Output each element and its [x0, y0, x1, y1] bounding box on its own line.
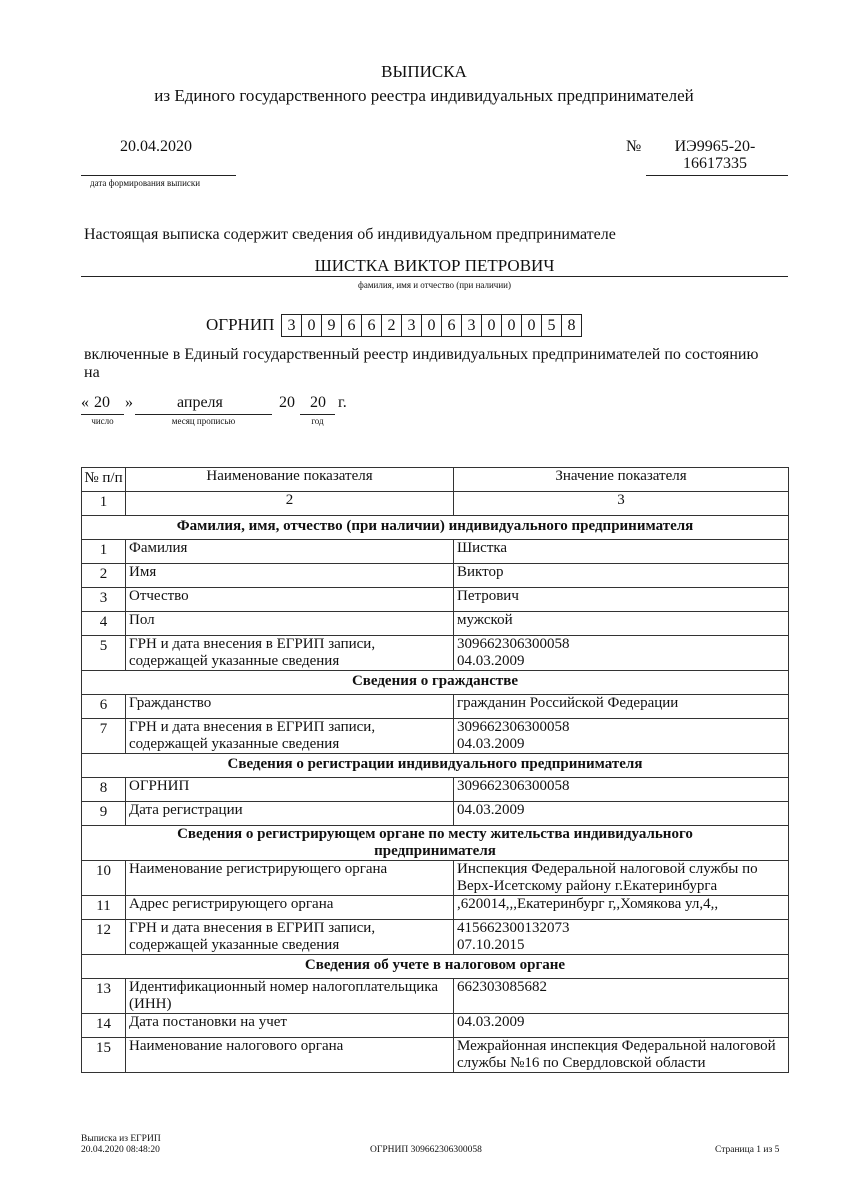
table-row	[82, 540, 789, 564]
footer-ogrnip: ОГРНИП 309662306300058	[370, 1145, 482, 1155]
as-of-month: апреля	[177, 394, 223, 411]
row-name: Наименование налогового органа	[126, 1038, 454, 1073]
extract-number	[660, 138, 770, 172]
section-heading: Фамилия, имя, отчество (при наличии) индивидуального предпринимателя	[82, 516, 789, 540]
section-heading: Сведения о гражданстве	[82, 671, 789, 695]
ogrnip-digit: 3	[461, 314, 482, 337]
entrepreneur-name: ШИСТКА ВИКТОР ПЕТРОВИЧ	[314, 256, 555, 275]
grn-number: 309662306300058	[457, 719, 570, 735]
ogrnip-digit-boxes	[282, 314, 582, 337]
table-row	[82, 802, 789, 826]
ogrnip-digit: 0	[481, 314, 502, 337]
row-name: Фамилия	[126, 540, 454, 564]
row-number: 6	[82, 695, 126, 719]
year-underline	[300, 414, 335, 415]
row-number: 1	[82, 540, 126, 564]
ogrnip-digit: 2	[381, 314, 402, 337]
ogrnip-digit: 0	[301, 314, 322, 337]
register-table	[81, 467, 789, 1073]
ogrnip-digit: 5	[541, 314, 562, 337]
ogrnip-digit: 6	[361, 314, 382, 337]
row-name: Отчество	[126, 588, 454, 612]
row-value: гражданин Российской Федерации	[454, 695, 789, 719]
row-number: 5	[82, 636, 126, 671]
month-caption: месяц прописью	[171, 416, 236, 426]
row-value: Инспекция Федеральной налоговой службы по Верх-Исетскому району г.Екатеринбурга	[454, 861, 789, 896]
row-name: ОГРНИП	[126, 778, 454, 802]
grn-number: 415662300132073	[457, 920, 570, 936]
date-caption: дата формирования выписки	[90, 178, 201, 188]
included-text: включенные в Единый государственный реестр индивидуальных предпринимателей по состоянию на	[84, 346, 759, 381]
table-row	[82, 1038, 789, 1073]
ogrnip-digit: 3	[281, 314, 302, 337]
day-underline	[81, 414, 124, 415]
ogrnip-digit: 6	[441, 314, 462, 337]
table-row	[82, 695, 789, 719]
row-value: Виктор	[454, 564, 789, 588]
column-number: 2	[126, 492, 454, 516]
row-name: Гражданство	[126, 695, 454, 719]
row-number: 7	[82, 719, 126, 754]
section-heading: Сведения о регистрирующем органе по месту жительства индивидуального предпринимателя	[82, 826, 789, 861]
ogrnip-digit: 3	[401, 314, 422, 337]
table-row	[82, 636, 789, 671]
column-number: 3	[454, 492, 789, 516]
ogrnip-digit: 6	[341, 314, 362, 337]
footer-doc-name: Выписка из ЕГРИП	[81, 1134, 161, 1144]
row-name: Идентификационный номер налогоплательщика (ИНН)	[126, 979, 454, 1014]
row-number: 9	[82, 802, 126, 826]
as-of-century: 20	[279, 394, 295, 411]
row-name: Адрес регистрирующего органа	[126, 896, 454, 920]
row-name: Имя	[126, 564, 454, 588]
row-value: Шистка	[454, 540, 789, 564]
column-number-row	[82, 492, 789, 516]
ogrnip-digit: 9	[321, 314, 342, 337]
number-underline	[646, 175, 788, 176]
row-value	[454, 920, 789, 955]
row-name: Дата регистрации	[126, 802, 454, 826]
as-of-day: 20	[94, 394, 110, 411]
day-caption: число	[91, 416, 114, 426]
row-number: 4	[82, 612, 126, 636]
ogrnip-digit: 0	[521, 314, 542, 337]
row-number: 2	[82, 564, 126, 588]
row-value: Межрайонная инспекция Федеральной налоговой службы №16 по Свердловской области	[454, 1038, 789, 1073]
table-row	[82, 979, 789, 1014]
row-name: ГРН и дата внесения в ЕГРИП записи, содержащей указанные сведения	[126, 719, 454, 754]
grn-date: 07.10.2015	[457, 937, 525, 953]
footer-left	[81, 1134, 161, 1156]
ogrnip-digit: 0	[501, 314, 522, 337]
row-number: 3	[82, 588, 126, 612]
table-row	[82, 896, 789, 920]
column-number: 1	[82, 492, 126, 516]
year-suffix: г.	[338, 394, 347, 411]
header-indicator-name: Наименование показателя	[126, 468, 454, 492]
row-name: ГРН и дата внесения в ЕГРИП записи, содержащей указанные сведения	[126, 920, 454, 955]
table-row	[82, 920, 789, 955]
intro-text: Настоящая выписка содержит сведения об индивидуальном предпринимателе	[84, 226, 616, 243]
table-row	[82, 612, 789, 636]
row-value: мужской	[454, 612, 789, 636]
row-value: Петрович	[454, 588, 789, 612]
table-header-row	[82, 468, 789, 492]
row-value: 04.03.2009	[454, 802, 789, 826]
row-number: 12	[82, 920, 126, 955]
as-of-year: 20	[310, 394, 326, 411]
name-underline	[81, 276, 788, 277]
grn-date: 04.03.2009	[457, 653, 525, 669]
section-heading: Сведения об учете в налоговом органе	[82, 955, 789, 979]
number-sign: №	[626, 138, 642, 155]
row-name: Пол	[126, 612, 454, 636]
row-number: 11	[82, 896, 126, 920]
as-of-date	[81, 394, 381, 434]
extract-number-line2: 16617335	[683, 155, 747, 172]
header-indicator-value: Значение показателя	[454, 468, 789, 492]
section-heading: Сведения о регистрации индивидуального предпринимателя	[82, 754, 789, 778]
ogrnip-digit: 0	[421, 314, 442, 337]
row-number: 8	[82, 778, 126, 802]
ogrnip-label: ОГРНИП	[206, 315, 275, 334]
close-quote: »	[125, 394, 133, 411]
row-name: ГРН и дата внесения в ЕГРИП записи, содержащей указанные сведения	[126, 636, 454, 671]
table-row	[82, 778, 789, 802]
row-value: 662303085682	[454, 979, 789, 1014]
document-subtitle: из Единого государственного реестра индивидуальных предпринимателей	[154, 86, 694, 105]
table-row	[82, 719, 789, 754]
row-name: Дата постановки на учет	[126, 1014, 454, 1038]
row-number: 14	[82, 1014, 126, 1038]
footer-timestamp: 20.04.2020 08:48:20	[81, 1145, 160, 1155]
row-number: 10	[82, 861, 126, 896]
ogrnip-digit: 8	[561, 314, 582, 337]
row-value: 309662306300058	[454, 778, 789, 802]
table-row	[82, 564, 789, 588]
row-number: 15	[82, 1038, 126, 1073]
name-caption: фамилия, имя и отчество (при наличии)	[358, 280, 511, 290]
document-title: ВЫПИСКА	[381, 62, 467, 81]
extract-number-line1: ИЭ9965-20-	[674, 138, 756, 155]
page-number: Страница 1 из 5	[715, 1145, 780, 1155]
open-quote: «	[81, 394, 89, 411]
formation-date: 20.04.2020	[120, 138, 192, 155]
row-value	[454, 719, 789, 754]
year-caption: год	[311, 416, 324, 426]
grn-number: 309662306300058	[457, 636, 570, 652]
table-row	[82, 861, 789, 896]
row-value: ,620014,,,Екатеринбург г,,Хомякова ул,4,,	[454, 896, 789, 920]
table-row	[82, 1014, 789, 1038]
date-underline	[81, 175, 236, 176]
month-underline	[135, 414, 272, 415]
row-number: 13	[82, 979, 126, 1014]
table-row	[82, 588, 789, 612]
grn-date: 04.03.2009	[457, 736, 525, 752]
row-name: Наименование регистрирующего органа	[126, 861, 454, 896]
row-value: 04.03.2009	[454, 1014, 789, 1038]
row-value	[454, 636, 789, 671]
header-number: № п/п	[82, 468, 126, 492]
